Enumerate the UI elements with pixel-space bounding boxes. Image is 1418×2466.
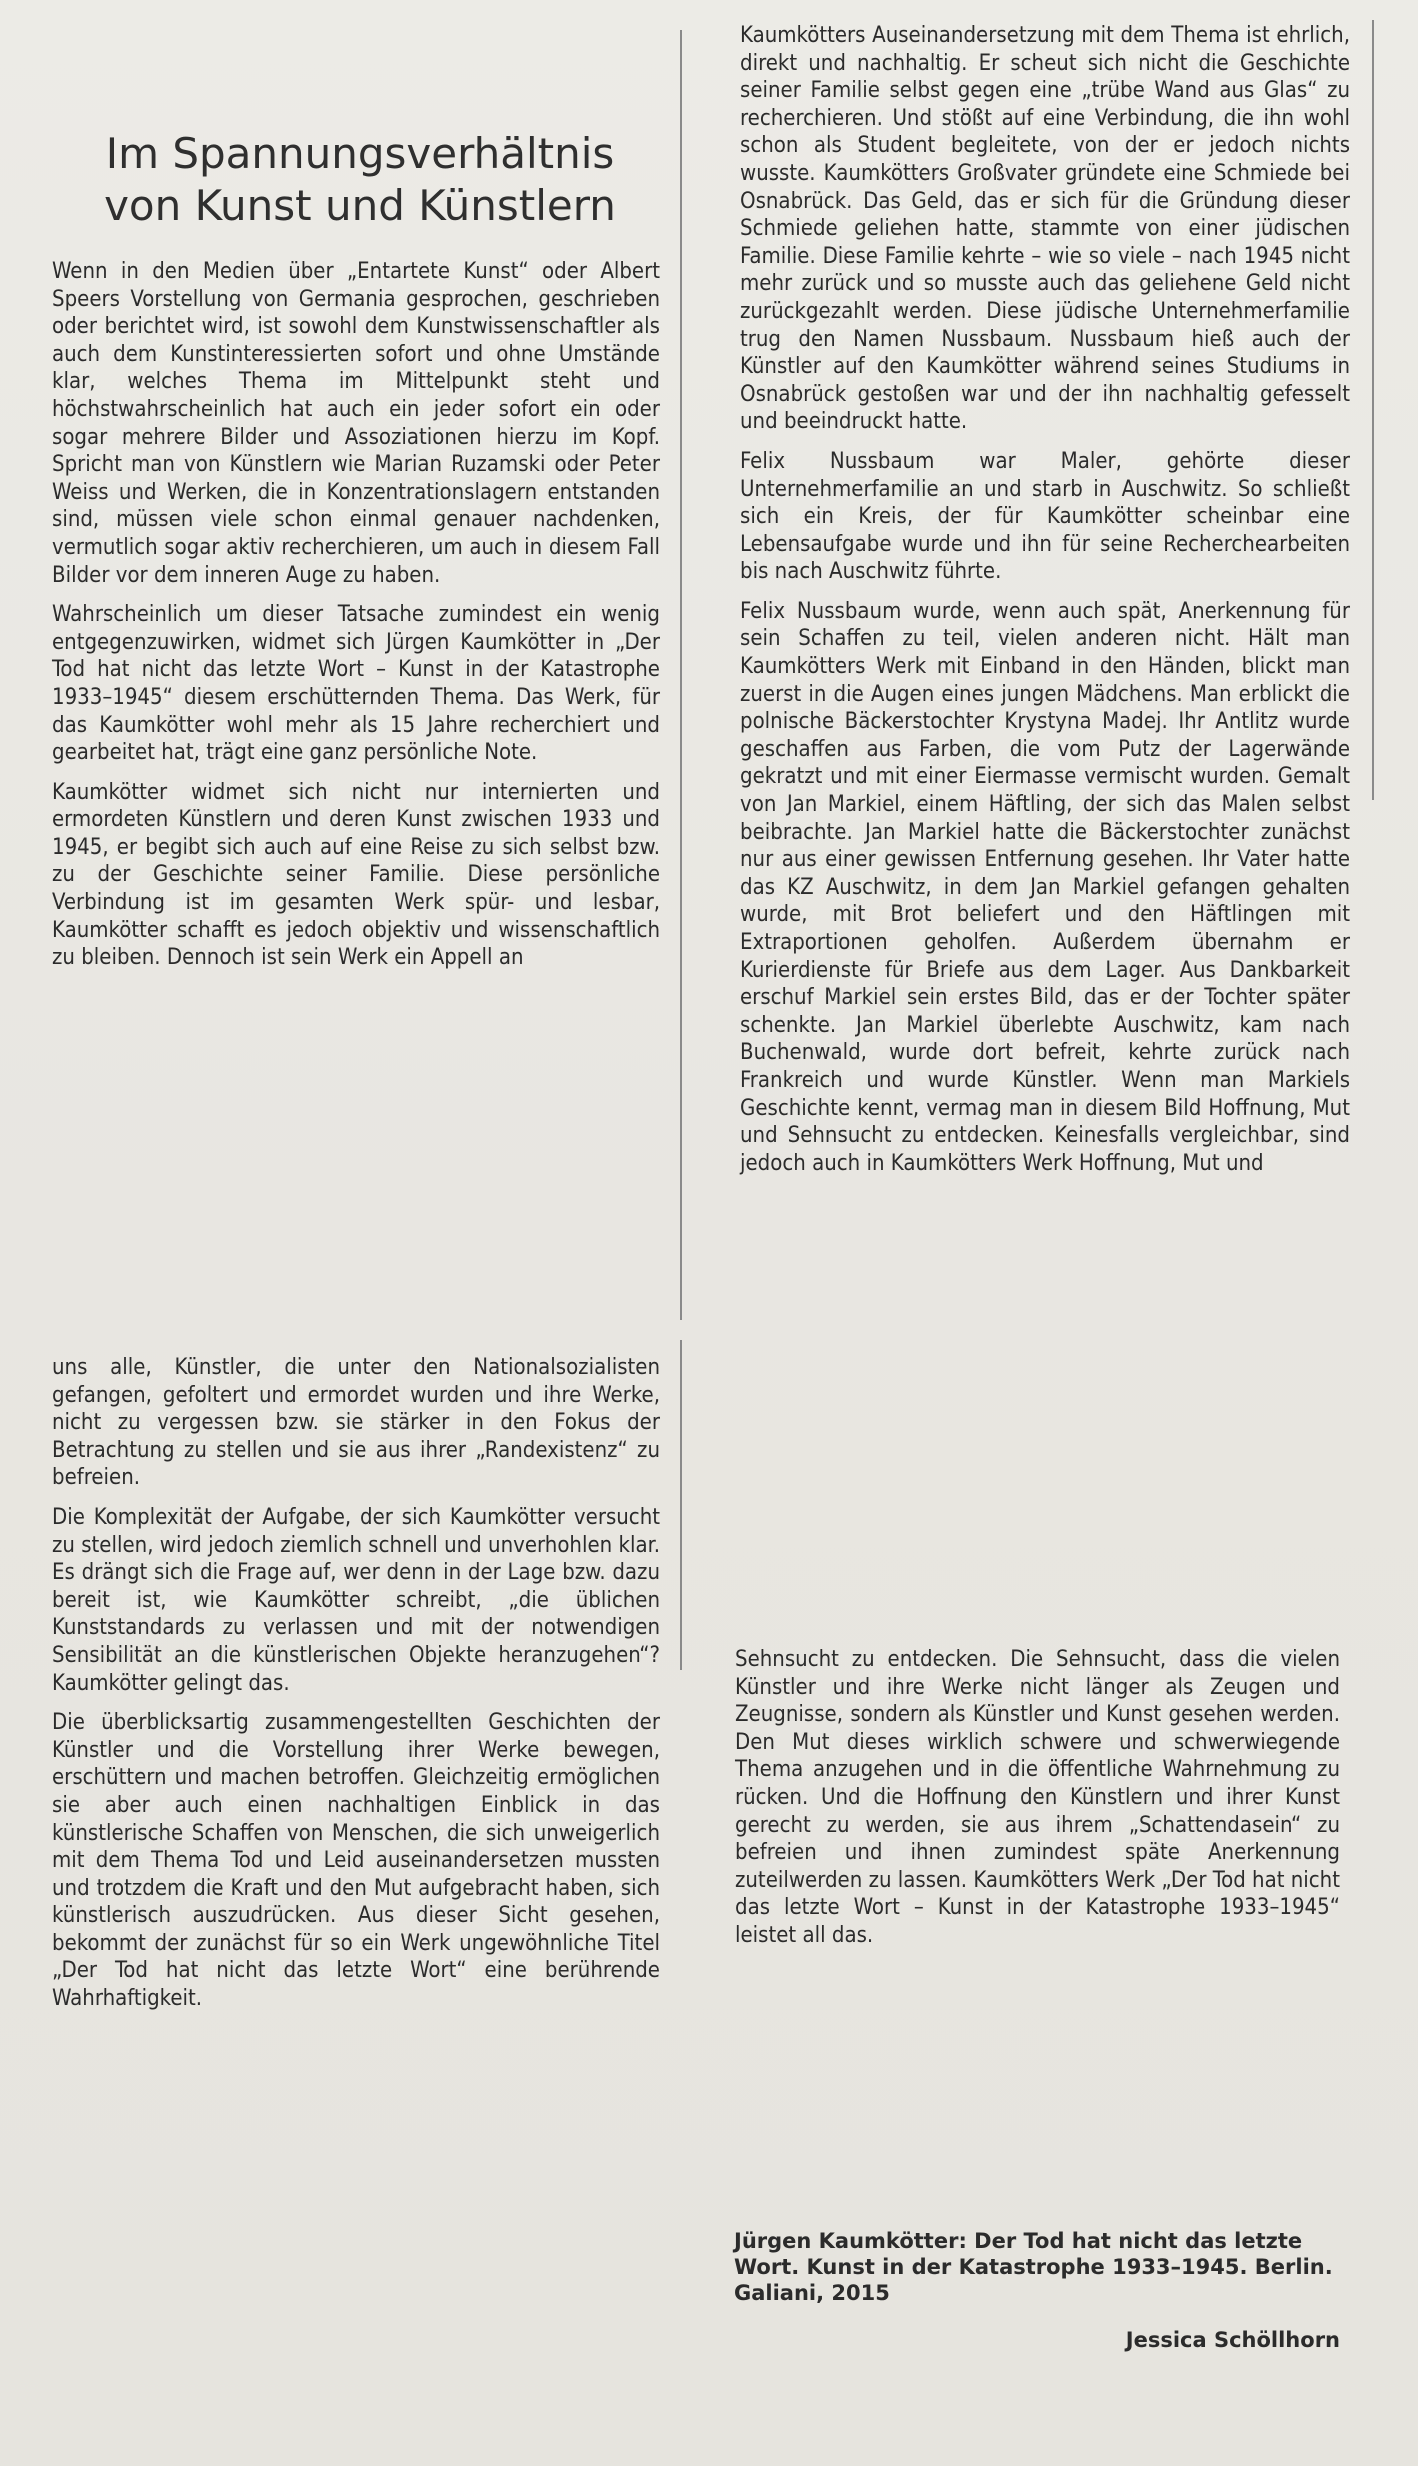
- paragraph: Die überblicksartig zusammengestellten Geschichten der Künstler und die Vorstellung ihrer Werke bewegen, erschüttern und machen betroffen. Gleichzeitig ermöglichen sie aber auch einen nachhaltigen Einblick in das künstlerische Schaffen von Menschen, die sich unweigerlich mit dem Thema Tod und Leid auseinandersetzen mussten und trotzdem die Kraft und den Mut aufgebracht haben, sich künstlerisch auszudrücken. Aus dieser Sicht gesehen, bekommt der zunächst für so ein Werk ungewöhnliche Titel „Der Tod hat nicht das letzte Wort“ eine berührende Wahrhaftigkeit.: [52, 1710, 660, 2012]
- article-title: [60, 128, 660, 232]
- title-line-2: von Kunst und Künstlern: [104, 181, 616, 230]
- paragraph: Kaumkötters Auseinandersetzung mit dem Thema ist ehrlich, direkt und nachhaltig. Er scheut sich nicht die Geschichte seiner Familie selbst gegen eine „trübe Wand aus Glas“ zu recherchieren. Und stößt auf eine Verbindung, die ihn wohl schon als Student begleitete, von der er jedoch nichts wusste. Kaumkötters Großvater gründete eine Schmiede bei Osnabrück. Das Geld, das er sich für die Gründung dieser Schmiede geliehen hatte, stammte von einer jüdischen Familie. Diese Familie kehrte – wie so viele – nach 1945 nicht mehr zurück und so musste auch das geliehene Geld nicht zurückgezahlt werden. Diese jüdische Unternehmerfamilie trug den Namen Nussbaum. Nussbaum hieß auch der Künstler auf den Kaumkötter während seines Studiums in Osnabrück gestoßen war und der ihn nachhaltig gefesselt und beeindruckt hatte.: [740, 23, 1350, 435]
- paragraph: uns alle, Künstler, die unter den Nationalsozialisten gefangen, gefoltert und ermordet wurden und ihre Werke, nicht zu vergessen bzw. sie stärker in den Fokus der Betrachtung zu stellen und sie aus ihrer „Randexistenz“ zu befreien.: [52, 1355, 660, 1491]
- paragraph: Felix Nussbaum war Maler, gehörte dieser Unternehmerfamilie an und starb in Auschwitz. So schließt sich ein Kreis, der für Kaumkötter scheinbar eine Lebensaufgabe wurde und ihn für seine Recherchearbeiten bis nach Auschwitz führte.: [740, 448, 1350, 585]
- column-divider: [680, 30, 682, 1320]
- column-divider: [1372, 20, 1374, 800]
- column-3: [740, 22, 1350, 1189]
- paragraph: Wenn in den Medien über „Entartete Kunst“ oder Albert Speers Vorstellung von Germania gesprochen, geschrieben oder berichtet wird, ist sowohl dem Kunstwissenschaftler als auch dem Kunstinteressierten sofort und ohne Umstände klar, welches Thema im Mittelpunkt steht und höchstwahrscheinlich hat auch ein jeder sofort ein oder sogar mehrere Bilder und Assoziationen hierzu im Kopf. Spricht man von Künstlern wie Marian Ruzamski oder Peter Weiss und Werken, die in Konzentrationslagern entstanden sind, müssen viele schon einmal genauer nachdenken, vermutlich sogar aktiv recherchieren, um auch in diesem Fall Bilder vor dem inneren Auge zu haben.: [52, 259, 660, 588]
- paragraph: Die Komplexität der Aufgabe, der sich Kaumkötter versucht zu stellen, wird jedoch ziemlich schnell und unverhohlen klar. Es drängt sich die Frage auf, wer denn in der Lage bzw. dazu bereit ist, wie Kaumkötter schreibt, „die üblichen Kunststandards zu verlassen und mit der notwendigen Sensibilität an die künstlerischen Objekte heranzugehen“? Kaumkötter gelingt das.: [52, 1504, 660, 1696]
- column-divider: [680, 1340, 682, 1670]
- paragraph: Sehnsucht zu entdecken. Die Sehnsucht, dass die vielen Künstler und ihre Werke nicht länger als Zeugen und Zeugnisse, sondern als Künstler und Kunst gesehen werden. Den Mut dieses wirklich schwere und schwerwiegende Thema anzugehen und in die öffentliche Wahrnehmung zu rücken. Und die Hoffnung den Künstlern und ihrer Kunst gerecht zu werden, sie aus ihrem „Schattendasein“ zu befreien und ihnen zumindest späte Anerkennung zuteilwerden zu lassen. Kaumkötters Werk „Der Tod hat nicht das letzte Wort – Kunst in der Katastrophe 1933–1945“ leistet all das.: [735, 1647, 1340, 1948]
- column-1: [52, 258, 660, 984]
- title-line-1: Im Spannungsverhältnis: [105, 129, 615, 178]
- author-name: Jessica Schöllhorn: [1125, 2328, 1340, 2352]
- paragraph: Felix Nussbaum wurde, wenn auch spät, Anerkennung für sein Schaffen zu teil, vielen anderen nicht. Hält man Kaumkötters Werk mit Einband in den Händen, blickt man zuerst in die Augen eines jungen Mädchens. Man erblickt die polnische Bäckerstochter Krystyna Madej. Ihr Antlitz wurde geschaffen aus Farben, die vom Putz der Lagerwände gekratzt und mit einer Eiermasse vermischt wurden. Gemalt von Jan Markiel, einem Häftling, der sich das Malen selbst beibrachte. Jan Markiel hatte die Bäckerstochter zunächst nur aus einer gewissen Entfernung gesehen. Ihr Vater hatte das KZ Auschwitz, in dem Jan Markiel gefangen gehalten wurde, mit Brot beliefert und den Häftlingen mit Extraportionen geholfen. Außerdem übernahm er Kurierdienste für Briefe aus dem Lager. Aus Dankbarkeit erschuf Markiel sein erstes Bild, das er der Tochter später schenkte. Jan Markiel überlebte Auschwitz, kam nach Buchenwald, wurde dort befreit, kehrte zurück nach Frankreich und wurde Künstler. Wenn man Markiels Geschichte kennt, vermag man in diesem Bild Hoffnung, Mut und Sehnsucht zu entdecken. Keinesfalls vergleichbar, sind jedoch auch in Kaumkötters Werk Hoffnung, Mut und: [740, 598, 1350, 1176]
- paragraph: Kaumkötter widmet sich nicht nur internierten und ermordeten Künstlern und deren Kunst zwischen 1933 und 1945, er begibt sich auch auf eine Reise zu sich selbst bzw. zu der Geschichte seiner Familie. Diese persönliche Verbindung ist im gesamten Werk spür- und lesbar, Kaumkötter schafft es jedoch objektiv und wissenschaftlich zu bleiben. Dennoch ist sein Werk ein Appell an: [52, 779, 660, 971]
- column-4: [735, 1646, 1340, 1962]
- paragraph: Wahrscheinlich um dieser Tatsache zumindest ein wenig entgegenzuwirken, widmet sich Jürgen Kaumkötter in „Der Tod hat nicht das letzte Wort – Kunst in der Katastrophe 1933–1945“ diesem erschütternden Thema. Das Werk, für das Kaumkötter wohl mehr als 15 Jahre recherchiert und gearbeitet hat, trägt eine ganz persönliche Note.: [52, 602, 660, 766]
- book-credit: Jürgen Kaumkötter: Der Tod hat nicht das letzte Wort. Kunst in der Katastrophe 1933–1945. Berlin. Galiani, 2015: [734, 2229, 1333, 2305]
- column-2: [52, 1354, 660, 2025]
